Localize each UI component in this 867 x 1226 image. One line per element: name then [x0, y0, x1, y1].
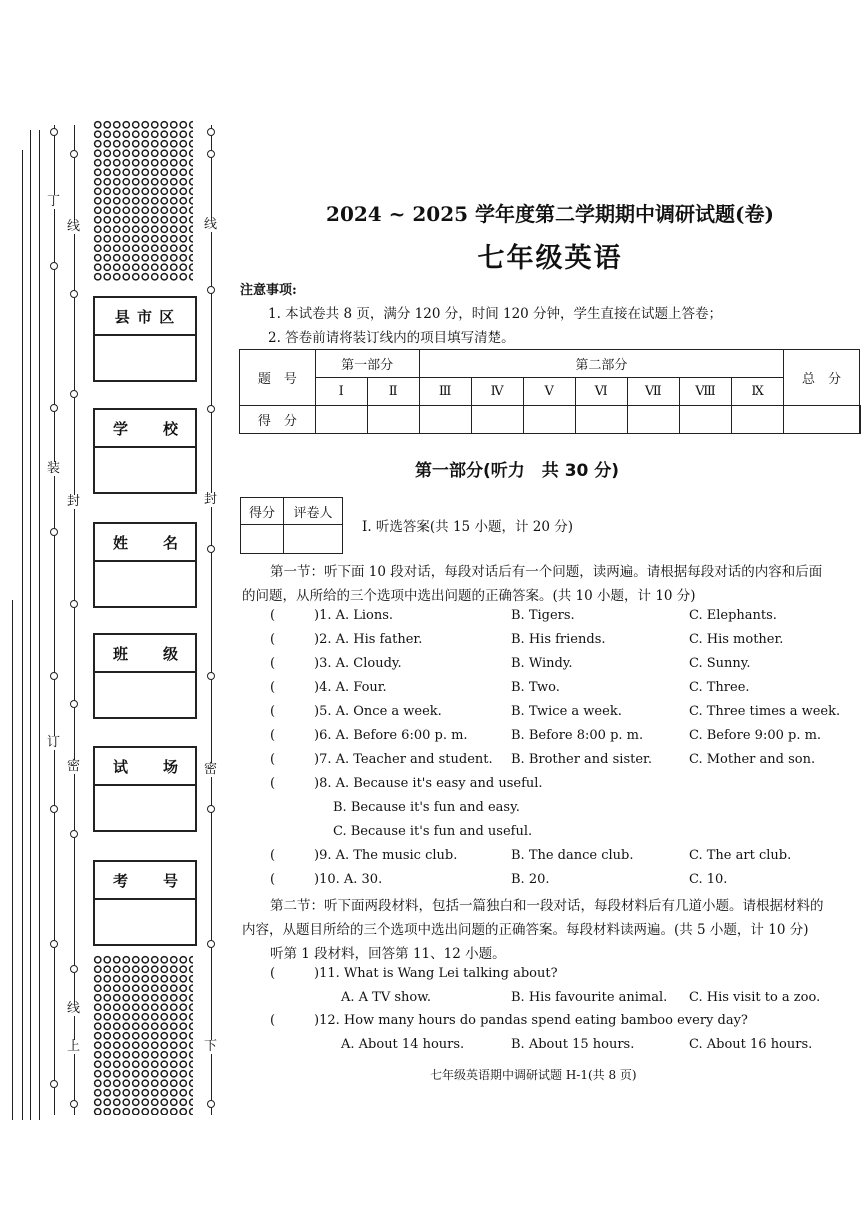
binding-char: 密	[204, 762, 218, 777]
score-cell[interactable]	[523, 406, 575, 434]
page-footer: 七年级英语期中调研试题 H-1(共 8 页)	[430, 1068, 637, 1082]
option-c: C. The art club.	[689, 848, 792, 863]
answer-paren[interactable]: (	[270, 728, 276, 743]
numeral-cell: Ⅵ	[575, 378, 627, 406]
binding-line-outer	[54, 125, 55, 1115]
question-7: )7. A. Teacher and student.	[314, 752, 493, 767]
score-cell[interactable]	[419, 406, 471, 434]
option-c: C. His visit to a zoo.	[689, 990, 821, 1005]
option-c: C. Before 9:00 p. m.	[689, 728, 822, 743]
margin-line	[22, 150, 23, 1120]
option-a: A. About 14 hours.	[341, 1037, 465, 1052]
option-b: B. Windy.	[511, 656, 573, 671]
binding-char: 封	[67, 494, 81, 509]
option-c: C. 10.	[689, 872, 728, 887]
option-b: B. His favourite animal.	[511, 990, 668, 1005]
option-a: A. A TV show.	[341, 990, 431, 1005]
answer-paren[interactable]: (	[270, 608, 276, 623]
section1-instructions: 第一节：听下面 10 段对话，每段对话后有一个问题，读两遍。请根据每段对话的内容和后面	[270, 564, 823, 580]
exam-title: 2024 ~ 2025 学年度第二学期期中调研试题(卷)	[326, 202, 774, 226]
score-cell[interactable]	[315, 406, 367, 434]
option-c: C. About 16 hours.	[689, 1037, 813, 1052]
binding-char: 丁	[47, 194, 61, 209]
field-label: 考	[113, 871, 130, 890]
option-c: C. Three.	[689, 680, 750, 695]
score-cell[interactable]	[732, 406, 784, 434]
section2-instructions: 第二节：听下面两段材料，包括一篇独白和一段对话，每段材料后有几道小题。请根据材料的	[270, 898, 824, 914]
field-label: 县 市 区	[114, 307, 176, 326]
grader-score-label: 得分	[241, 498, 284, 525]
numeral-cell: Ⅶ	[627, 378, 679, 406]
total-score-cell[interactable]	[860, 406, 861, 434]
exam-number-field[interactable]	[93, 860, 197, 946]
answer-paren[interactable]: (	[270, 680, 276, 695]
option-c: C. His mother.	[689, 632, 784, 647]
option-b: B. His friends.	[511, 632, 606, 647]
binding-char: 下	[204, 1039, 218, 1054]
answer-paren[interactable]: (	[270, 848, 276, 863]
total-header: 总 分	[784, 350, 860, 406]
score-table	[239, 349, 861, 434]
field-label: 场	[162, 757, 179, 776]
score-cell[interactable]	[471, 406, 523, 434]
question-2: )2. A. His father.	[314, 632, 423, 647]
part2-header: 第二部分	[419, 350, 784, 378]
binding-char: 装	[47, 461, 61, 476]
grader-reviewer-label: 评卷人	[284, 498, 343, 525]
binding-char: 线	[67, 219, 81, 234]
binding-char: 封	[204, 492, 218, 507]
field-label: 级	[162, 644, 179, 663]
note-item: 2. 答卷前请将装订线内的项目填写清楚。	[268, 330, 515, 346]
score-cell[interactable]	[784, 406, 860, 434]
option-b: B. The dance club.	[511, 848, 634, 863]
field-label: 学	[113, 419, 130, 438]
part1-header: 第一部分	[315, 350, 419, 378]
part1-heading: 第一部分(听力 共 30 分)	[415, 461, 620, 481]
option-b: B. Tigers.	[511, 608, 575, 623]
section2-material: 听第 1 段材料，回答第 11、12 小题。	[270, 946, 506, 962]
score-cell[interactable]	[575, 406, 627, 434]
notes-heading: 注意事项:	[240, 283, 297, 298]
question-5: )5. A. Once a week.	[314, 704, 442, 719]
exam-room-field[interactable]	[93, 746, 197, 832]
answer-paren[interactable]: (	[270, 656, 276, 671]
question-11: )11. What is Wang Lei talking about?	[314, 966, 558, 981]
option-c: C. Because it's fun and useful.	[333, 824, 533, 839]
grader-reviewer-cell[interactable]	[284, 525, 343, 554]
numeral-cell: Ⅷ	[679, 378, 731, 406]
question-3: )3. A. Cloudy.	[314, 656, 402, 671]
margin-line	[39, 130, 40, 1120]
option-b: B. 20.	[511, 872, 550, 887]
section2-instructions: 内容，从题目所给的三个选项中选出问题的正确答案。每段材料读两遍。(共 5 小题，计 10 分)	[242, 922, 809, 938]
grader-score-cell[interactable]	[241, 525, 284, 554]
answer-paren[interactable]: (	[270, 704, 276, 719]
class-field[interactable]	[93, 633, 197, 719]
score-cell[interactable]	[367, 406, 419, 434]
answer-paren[interactable]: (	[270, 752, 276, 767]
option-b: B. Brother and sister.	[511, 752, 652, 767]
option-b: B. Before 8:00 p. m.	[511, 728, 644, 743]
question-1: )1. A. Lions.	[314, 608, 394, 623]
note-item: 1. 本试卷共 8 页，满分 120 分，时间 120 分钟，学生直接在试题上答卷；	[268, 306, 723, 322]
question-4: )4. A. Four.	[314, 680, 387, 695]
binding-char: 线	[204, 217, 218, 232]
score-cell[interactable]	[679, 406, 731, 434]
score-row-label: 得 分	[240, 406, 316, 434]
field-label: 号	[162, 871, 179, 890]
question-10: )10. A. 30.	[314, 872, 383, 887]
answer-paren[interactable]: (	[270, 632, 276, 647]
option-c: C. Mother and son.	[689, 752, 816, 767]
county-field[interactable]	[93, 296, 197, 382]
answer-paren[interactable]: (	[270, 872, 276, 887]
section1-instructions: 的问题，从所给的三个选项中选出问题的正确答案。(共 10 小题，计 10 分)	[242, 588, 696, 604]
option-b: B. Two.	[511, 680, 560, 695]
grader-box	[240, 497, 343, 554]
numeral-cell: Ⅸ	[732, 378, 784, 406]
field-label: 姓	[113, 533, 130, 552]
binding-char: 上	[67, 1039, 81, 1054]
numeral-cell: Ⅱ	[367, 378, 419, 406]
binding-char: 线	[67, 1001, 81, 1016]
dot-pattern-top	[93, 120, 193, 282]
option-c: C. Three times a week.	[689, 704, 841, 719]
numeral-cell: Ⅳ	[471, 378, 523, 406]
name-field[interactable]	[93, 522, 197, 608]
question-12: )12. How many hours do pandas spend eating bamboo every day?	[314, 1013, 748, 1028]
binding-char: 密	[67, 759, 81, 774]
field-label: 班	[113, 644, 130, 663]
binding-char: 订	[47, 735, 61, 750]
section1-title: Ⅰ. 听选答案(共 15 小题，计 20 分)	[362, 519, 573, 535]
question-9: )9. A. The music club.	[314, 848, 458, 863]
score-row-label: 题 号	[240, 350, 316, 406]
option-c: C. Elephants.	[689, 608, 777, 623]
field-label: 校	[162, 419, 179, 438]
subject-title: 七年级英语	[477, 243, 623, 274]
field-label: 名	[162, 533, 179, 552]
numeral-cell: Ⅲ	[419, 378, 471, 406]
numeral-cell: Ⅴ	[523, 378, 575, 406]
margin-line	[12, 600, 13, 1120]
numeral-cell: Ⅰ	[315, 378, 367, 406]
answer-paren[interactable]: (	[270, 966, 276, 981]
question-6: )6. A. Before 6:00 p. m.	[314, 728, 468, 743]
score-cell[interactable]	[627, 406, 679, 434]
dot-pattern-bottom	[93, 955, 193, 1115]
option-b: B. Twice a week.	[511, 704, 622, 719]
answer-paren[interactable]: (	[270, 1013, 276, 1028]
margin-line	[30, 130, 31, 1120]
school-field[interactable]	[93, 408, 197, 494]
field-label: 试	[113, 757, 130, 776]
option-c: C. Sunny.	[689, 656, 751, 671]
question-8: )8. A. Because it's easy and useful.	[314, 776, 543, 791]
binding-line-right	[211, 125, 212, 1115]
option-b: B. Because it's fun and easy.	[333, 800, 520, 815]
answer-paren[interactable]: (	[270, 776, 276, 791]
option-b: B. About 15 hours.	[511, 1037, 635, 1052]
